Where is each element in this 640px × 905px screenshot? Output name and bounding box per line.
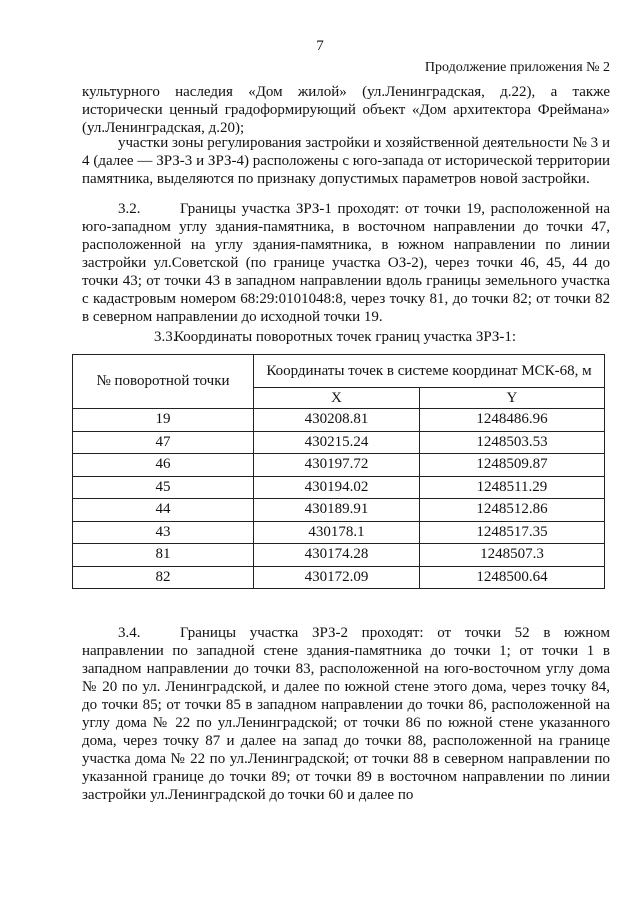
- header-point-number: № поворотной точки: [73, 355, 254, 409]
- cell-x: 430194.02: [254, 476, 420, 499]
- paragraph-3-3: [82, 328, 610, 346]
- cell-point: 43: [73, 521, 254, 544]
- cell-x: 430189.91: [254, 499, 420, 522]
- cell-y: 1248509.87: [419, 454, 604, 477]
- cell-y: 1248486.96: [419, 409, 604, 432]
- paragraph-3-2: [82, 200, 610, 326]
- paragraph-heritage-objects: культурного наследия «Дом жилой» (ул.Ленинградская, д.22), а также исторически ценный градоформирующий объект «Дом архитектора Фреймана» (ул.Ленинградская, д.20);: [82, 84, 610, 136]
- cell-y: 1248507.3: [419, 544, 604, 567]
- cell-y: 1248511.29: [419, 476, 604, 499]
- page-number: 7: [316, 38, 324, 54]
- section-number-3-2: 3.2.: [118, 201, 141, 217]
- table-row: [73, 544, 605, 567]
- cell-point: 47: [73, 431, 254, 454]
- header-coordinates: Координаты точек в системе координат МСК-68, м: [254, 355, 605, 388]
- cell-point: 46: [73, 454, 254, 477]
- cell-point: 44: [73, 499, 254, 522]
- cell-point: 82: [73, 566, 254, 589]
- cell-x: 430208.81: [254, 409, 420, 432]
- paragraph-3-4-text: Границы участка ЗРЗ-2 проходят: от точки 52 в южном направлении по западной стене здания-памятника до точки 1; от точки 1 в западном направлении до точки 83, расположенной на юго-восточном углу дома № 20 по ул. Ленинградской, и далее по южной стене этого дома, через точку 84, до точки 85; от точки 85 в западном направлении до точки 86, расположенной на углу дома № 22 по ул.Ленинградской; от точки 86 по южной стене указанного дома, через точку 87 и далее на запад до точки 88, расположенной на границе участка дома № 22 по ул.Ленинградской; от точки 88 в северном направлении по указанной границе до точки 89; от точки 89 в восточном направлении по линии застройки ул.Ленинградской до точки 60 и далее по: [82, 625, 610, 803]
- table-row: [73, 431, 605, 454]
- table-row: [73, 476, 605, 499]
- cell-point: 81: [73, 544, 254, 567]
- header-y: Y: [419, 388, 604, 409]
- cell-y: 1248503.53: [419, 431, 604, 454]
- table-row: [73, 566, 605, 589]
- section-number-3-3: 3.3.: [154, 329, 177, 345]
- table-row: [73, 409, 605, 432]
- cell-x: 430174.28: [254, 544, 420, 567]
- header-x: X: [254, 388, 420, 409]
- cell-y: 1248512.86: [419, 499, 604, 522]
- paragraph-3-2-text: Границы участка ЗРЗ-1 проходят: от точки 19, расположенной на юго-западном углу здания-памятника, в восточном направлении до точки 47, расположенной на углу здания-памятника, в южном направлении по линии застройки ул.Советской (по границе участка ОЗ-2), через точки 46, 45, 44 до точки 43; от точки 43 в западном направлении вдоль границы земельного участка с кадастровым номером 68:29:0101048:8, через точку 81, до точки 82; от точки 82 в северном направлении до исходной точки 19.: [82, 201, 610, 325]
- table-row: [73, 499, 605, 522]
- cell-x: 430197.72: [254, 454, 420, 477]
- cell-x: 430215.24: [254, 431, 420, 454]
- cell-point: 45: [73, 476, 254, 499]
- cell-x: 430172.09: [254, 566, 420, 589]
- paragraph-3-4: [82, 624, 610, 804]
- cell-point: 19: [73, 409, 254, 432]
- section-number-3-4: 3.4.: [118, 625, 141, 641]
- table-row: [73, 521, 605, 544]
- appendix-note: Продолжение приложения № 2: [424, 60, 610, 75]
- paragraph-zrz-3-4: участки зоны регулирования застройки и хозяйственной деятельности № 3 и 4 (далее — ЗРЗ-3 и ЗРЗ-4) расположены с юго-запада от исторической территории памятника, выделяются по признаку допустимых параметров новой застройки.: [82, 135, 610, 187]
- table-row: [73, 454, 605, 477]
- coordinates-table: [72, 354, 605, 589]
- cell-x: 430178.1: [254, 521, 420, 544]
- paragraph-3-3-text: Координаты поворотных точек границ участка ЗРЗ-1:: [174, 329, 517, 345]
- cell-y: 1248500.64: [419, 566, 604, 589]
- cell-y: 1248517.35: [419, 521, 604, 544]
